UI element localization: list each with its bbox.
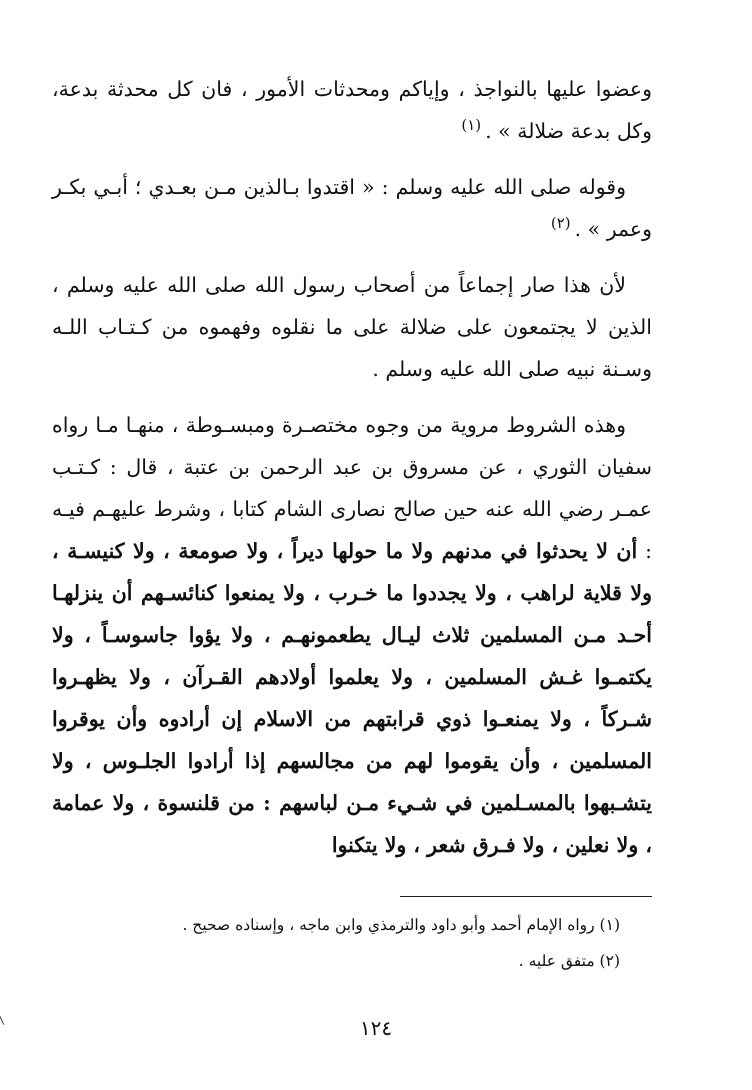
paragraph-conditions bbox=[52, 404, 652, 866]
footnotes bbox=[100, 907, 620, 979]
footnote-1: (١) رواه الإمام أحمد وأبو داود والترمذي وابن ماجه ، وإسناده صحيح . bbox=[182, 916, 620, 934]
scan-edge-mark bbox=[0, 1009, 10, 1025]
main-text bbox=[52, 68, 652, 880]
paragraph-conditions-bold: أن لا يحدثوا في مدنهم ولا ما حولها ديراً ، ولا صومعة ، ولا كنيسـة ، ولا قلاية لراهب ، ولا يجددوا ما خـرب ، ولا يمنعوا كنائسـهم أن ينزلهـا أحـد مـن المسلمين ثلاث ليـال يطعمونهـم ، ولا يؤوا جاسوسـاً ، ولا يكتمـوا غـش المسلمين ، ولا يعلموا أولادهم القـرآن ، ولا يظهـروا شـركاً ، ولا يمنعـوا ذوي قرابتهم من الاسلام إن أرادوه وأن يوقروا المسلمين ، وأن يقوموا لهم من مجالسهم إذا أرادوا الجلـوس ، ولا يتشـبهوا بالمسـلمين في شـيء مـن لباسهم : من قلنسوة ، ولا عمامة ، ولا نعلين ، ولا فـرق شعر ، ولا يتكنوا bbox=[52, 539, 652, 857]
footnote-ref-2: (٢) bbox=[550, 214, 571, 233]
paragraph-ijma bbox=[52, 264, 652, 390]
footnote-2: (٢) متفق عليه . bbox=[518, 952, 620, 970]
paragraph-hadith-quote bbox=[52, 68, 652, 152]
footnote-ref-1: (١) bbox=[461, 116, 482, 135]
paragraph-text: وقوله صلى الله عليه وسلم : « اقتدوا بـالذين مـن بعـدي ؛ أبـي بكـر وعمر » . bbox=[52, 175, 652, 241]
page-number: ١٢٤ bbox=[359, 1016, 393, 1040]
footnote-divider bbox=[400, 896, 652, 897]
paragraph-iqtadu bbox=[52, 166, 652, 250]
paragraph-intro-text: وهذه الشروط مروية من وجوه مختصـرة ومبسـوطة ، منهـا مـا رواه سفيان الثوري ، عن مسروق بن عبد الرحمن بن عتبة ، قال : كـتـب عمـر رضي الله عنه حين صالح نصارى الشام كتابا ، وشرط عليهـم فيـه : bbox=[52, 413, 652, 563]
paragraph-text: وعضوا عليها بالنواجذ ، وإياكم ومحدثات الأمور ، فان كل محدثة بدعة، وكل بدعة ضلالة » . bbox=[52, 77, 652, 143]
paragraph-text: لأن هذا صار إجماعاً من أصحاب رسول الله صلى الله عليه وسلم ، الذين لا يجتمعون على ضلالة على ما نقلوه وفهموه من كـتـاب اللـه وسـنة نبيه صلى الله عليه وسلم . bbox=[52, 273, 652, 381]
